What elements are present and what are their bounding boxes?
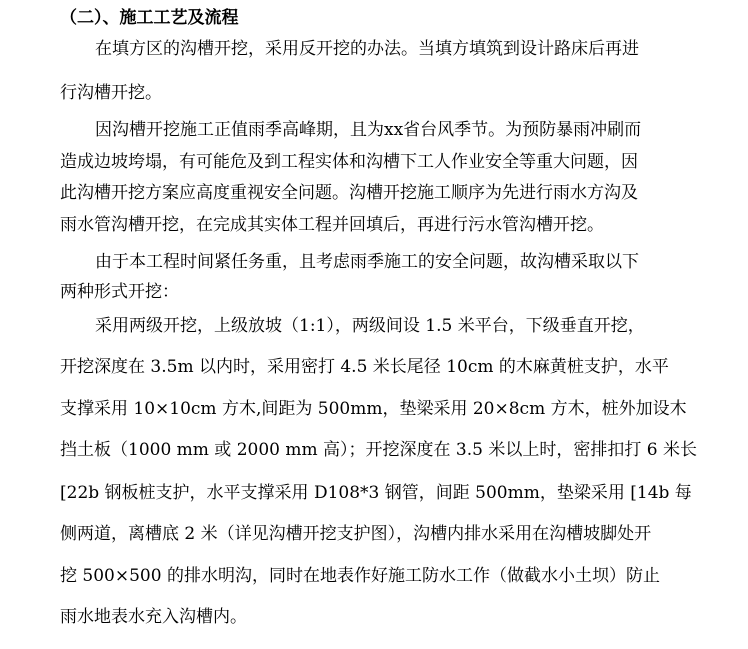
paragraph-4-line-1: 采用两级开挖，上级放坡（1:1），两级间设 1.5 米平台，下级垂直开挖， [95, 316, 645, 336]
paragraph-4-line-7: 挖 500×500 的排水明沟，同时在地表作好施工防水工作（做截水小土坝）防止 [60, 566, 660, 586]
paragraph-4-line-3: 支撑采用 10×10cm 方木,间距为 500mm，垫梁采用 20×8cm 方木，桩外加设木 [60, 399, 687, 419]
paragraph-2-line-3: 此沟槽开挖方案应高度重视安全问题。沟槽开挖施工顺序为先进行雨水方沟及 [60, 183, 638, 203]
paragraph-1-line-2: 行沟槽开挖。 [60, 83, 162, 103]
paragraph-4-line-8: 雨水地表水充入沟槽内。 [60, 607, 247, 627]
paragraph-4-line-4: 挡土板（1000 mm 或 2000 mm 高）；开挖深度在 3.5 米以上时，密排扣打 6 米长 [60, 440, 697, 460]
paragraph-4-line-2: 开挖深度在 3.5m 以内时，采用密打 4.5 米长尾径 10cm 的木麻黄桩支护，水平 [60, 357, 669, 377]
paragraph-3-line-2: 两种形式开挖： [60, 282, 179, 302]
paragraph-2-line-4: 雨水管沟槽开挖，在完成其实体工程并回填后，再进行污水管沟槽开挖。 [60, 215, 604, 235]
paragraph-2-line-2: 造成边坡垮塌，有可能危及到工程实体和沟槽下工人作业安全等重大问题，因 [60, 152, 638, 172]
paragraph-2-line-1: 因沟槽开挖施工正值雨季高峰期，且为xx省台风季节。为预防暴雨冲刷而 [95, 120, 642, 140]
paragraph-4-line-5: [22b 钢板桩支护，水平支撑采用 D108*3 钢管，间距 500mm，垫梁采用 [14b 每 [60, 483, 692, 503]
paragraph-4-line-6: 侧两道，离槽底 2 米（详见沟槽开挖支护图），沟槽内排水采用在沟槽坡脚处开 [60, 524, 652, 544]
paragraph-3-line-1: 由于本工程时间紧任务重，且考虑雨季施工的安全问题，故沟槽采取以下 [95, 252, 639, 272]
paragraph-1-line-1: 在填方区的沟槽开挖，采用反开挖的办法。当填方填筑到设计路床后再进 [95, 39, 639, 59]
section-heading: （二）、施工工艺及流程 [60, 8, 239, 28]
